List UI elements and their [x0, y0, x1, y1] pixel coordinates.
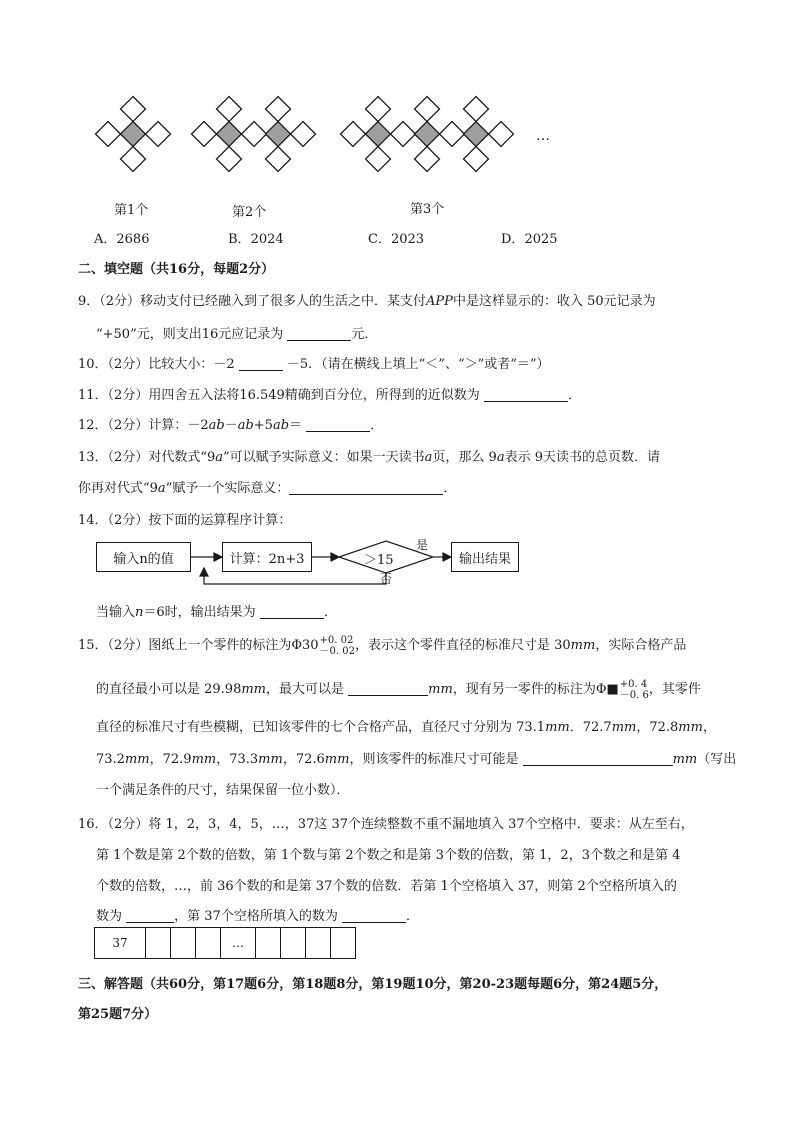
figure-label-2: 第2个 [232, 205, 267, 220]
question-10: 10．（2分）比较大小：－2 －5．（请在横线上填上“＜”、“＞”或者“＝”） [78, 357, 550, 372]
cell-8[interactable] [306, 928, 331, 959]
question-12: 12．（2分）计算：－2ab－ab+5ab＝ ． [78, 418, 384, 433]
flowchart-output-box: 输出结果 [451, 542, 519, 572]
section-3-title-line-2: 第25题7分） [78, 1007, 158, 1022]
answer-blank-16b[interactable] [342, 908, 406, 923]
flowchart-input-box: 输入n的值 [96, 542, 191, 572]
answer-blank-15a[interactable] [348, 681, 428, 696]
answer-blank-15b[interactable] [523, 751, 673, 766]
section-3-title-line-1: 三、解答题（共60分，第17题6分，第18题8分，第19题10分，第20-23题每题6分，第24题5分， [78, 977, 668, 992]
answer-blank-16a[interactable] [126, 908, 174, 923]
option-a: A．2686 [94, 232, 150, 247]
answer-cells-table [94, 927, 356, 959]
option-d: D．2025 [501, 232, 558, 247]
flowchart-no-label: 否 [380, 572, 393, 586]
section-2-title: 二、填空题（共16分，每题2分） [78, 262, 275, 277]
question-16-line-2: 第 1个数是第 2个数的倍数，第 1个数与第 2个数之和是第 3个数的倍数，第 1，2，3个数之和是第 4 [96, 848, 681, 863]
figure-label-1: 第1个 [114, 203, 149, 218]
question-15-line-4: 73.2mm，72.9mm，73.3mm，72.6mm，则该零件的标准尺寸可能是 mm（写出 [96, 752, 737, 767]
cell-3[interactable] [171, 928, 196, 959]
question-13-line-2: 你再对代式“9a”赋予一个实际意义： ． [78, 481, 457, 496]
option-b: B．2024 [228, 232, 284, 247]
answer-blank-14[interactable] [260, 604, 324, 619]
question-11: 11．（2分）用四舍五入法将16.549精确到百分位，所得到的近似数为 ． [78, 388, 581, 403]
flowchart-calc-box: 计算：2n+3 [222, 542, 312, 572]
figure-ellipsis: … [536, 128, 550, 144]
question-16-line-4: 数为 ，第 37个空格所填入的数为 ． [96, 909, 419, 924]
question-16-line-1: 16．（2分）将 1，2，3，4，5，…，37这 37个连续整数不重不漏地填入 37个空格中．要求：从左至右， [78, 817, 694, 832]
question-15-line-5: 一个满足条件的尺寸，结果保留一位小数）． [96, 783, 350, 798]
cell-2[interactable] [146, 928, 171, 959]
option-c: C．2023 [368, 232, 425, 247]
cell-6[interactable] [256, 928, 281, 959]
figure-label-3: 第3个 [410, 202, 445, 217]
question-15-line-1: 15．（2分）图纸上一个零件的标注为Φ30 +0. 02 －0. 02 ，表示这个零件直径的标准尺寸是 30mm，实际合格产品 [78, 634, 687, 657]
cell-1[interactable]: 37 [95, 928, 146, 959]
question-14-title: 14．（2分）按下面的运算程序计算： [78, 513, 292, 528]
question-13-line-1: 13．（2分）对代数式“9a”可以赋予实际意义：如果一天读书a页，那么 9a表示 9天读书的总页数．请 [78, 450, 660, 465]
question-14-answer-line: 当输入n＝6时，输出结果为 ． [96, 605, 337, 620]
cell-4[interactable] [196, 928, 221, 959]
cell-9[interactable] [331, 928, 356, 959]
question-15-line-3: 直径的标准尺寸有些模糊，已知该零件的七个合格产品，直径尺寸分别为 73.1mm．72.7mm，72.8mm， [96, 720, 716, 735]
cell-7[interactable] [281, 928, 306, 959]
question-16-line-3: 个数的倍数，…，前 36个数的和是第 37个数的倍数．若第 1个空格填入 37，则第 2个空格所填入的 [96, 879, 677, 894]
cell-ellipsis: … [221, 928, 256, 959]
flowchart-yes-label: 是 [416, 538, 429, 552]
question-9-line-2: “+50”元，则支出16元应记录为 元． [96, 327, 378, 342]
question-15-line-2: 的直径最小可以是 29.98mm，最大可以是 mm，现有另一零件的标注为Φ■ +0. 4 －0. 6 ，其零件 [96, 678, 701, 701]
flowchart-diamond-label: ＞15 [364, 553, 394, 568]
question-9-line-1: 9．（2分）移动支付已经融入到了很多人的生活之中．某支付APP中是这样显示的：收入 50元记录为 [78, 294, 656, 309]
tolerance-1: +0. 02 －0. 02 [319, 634, 355, 657]
tolerance-2: +0. 4 －0. 6 [619, 678, 649, 701]
